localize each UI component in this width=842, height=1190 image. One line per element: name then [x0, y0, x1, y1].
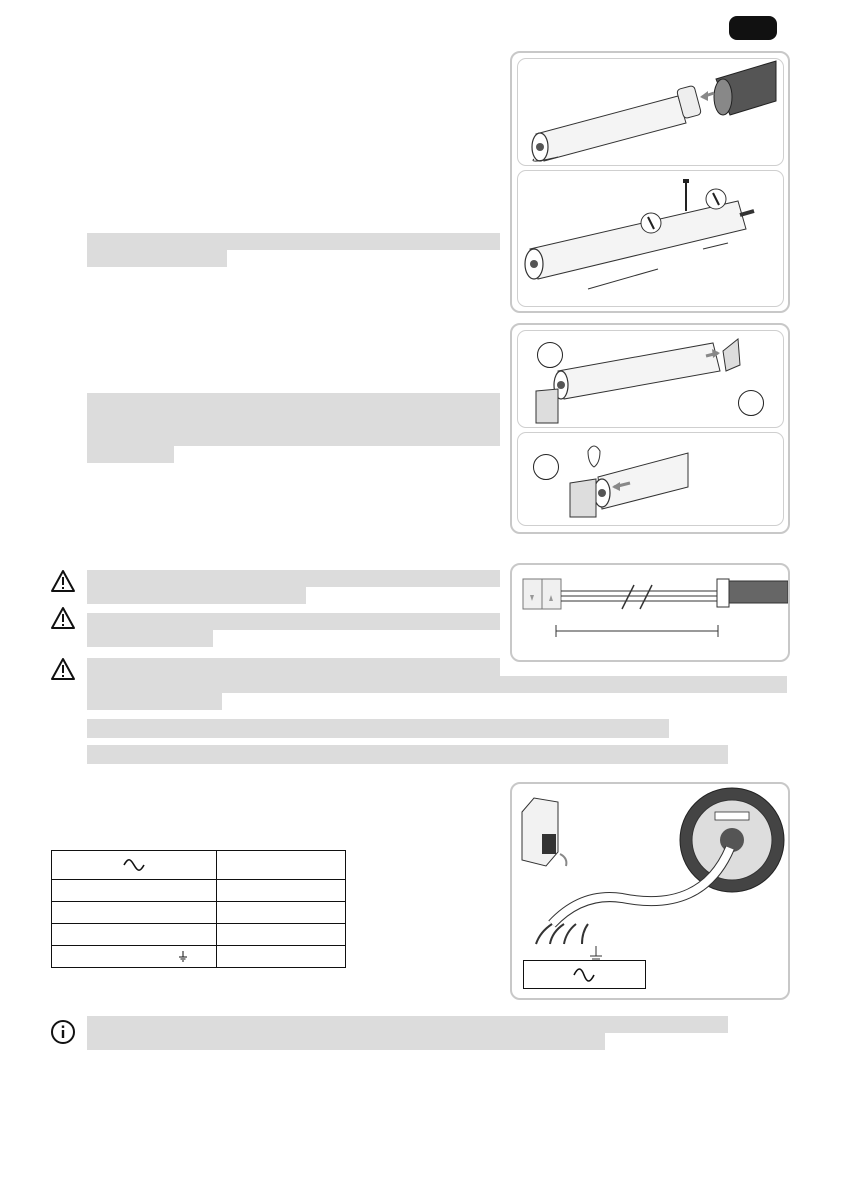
warning-triangle-icon: [50, 657, 76, 681]
warning-text-block: [87, 587, 306, 604]
warning-text-block: [87, 658, 500, 676]
ground-icon: [178, 951, 188, 963]
table-cell: [217, 880, 346, 902]
figure-panel-tube: [510, 51, 790, 313]
language-tab-badge: [729, 16, 777, 40]
figure-switch-cable-length: [510, 563, 790, 662]
ground-cell: [52, 946, 217, 968]
table-cell: [52, 902, 217, 924]
highlight-text-block: [87, 393, 500, 411]
table-header-cell: [217, 851, 346, 880]
callout-circle: [533, 454, 559, 480]
highlight-text-block: [87, 745, 728, 764]
info-circle-icon: [50, 1019, 76, 1045]
table-row: [52, 902, 346, 924]
sine-wave-icon: [524, 961, 645, 988]
figure-mains-wiring: [510, 782, 790, 1000]
table-header-row: [52, 851, 346, 880]
callout-circle: [738, 390, 764, 416]
highlight-text-block: [87, 411, 500, 429]
table-cell: [52, 924, 217, 946]
sine-wave-icon: [122, 858, 146, 872]
info-text-block: [87, 1033, 605, 1050]
table-cell: [52, 880, 217, 902]
table-row: [52, 880, 346, 902]
warning-text-block: [87, 630, 213, 647]
figure-motor-clip: [517, 432, 784, 526]
table-row: [52, 924, 346, 946]
warning-triangle-icon: [50, 606, 76, 630]
callout-circle: [537, 342, 563, 368]
warning-text-block: [87, 613, 500, 630]
warning-text-block: [87, 693, 222, 710]
figure-tube-fixing: [517, 170, 784, 307]
info-text-block: [87, 1016, 728, 1033]
wiring-table: [51, 850, 346, 968]
supply-cell: [52, 851, 217, 880]
highlight-text-block: [87, 233, 500, 250]
highlight-text-block: [87, 250, 227, 267]
table-cell: [217, 946, 346, 968]
warning-text-block: [87, 570, 500, 587]
warning-triangle-icon: [50, 569, 76, 593]
table-cell: [217, 924, 346, 946]
ac-supply-box: [523, 960, 646, 989]
highlight-text-block: [87, 446, 174, 463]
highlight-text-block: [87, 719, 669, 738]
figure-tube-insertion: [517, 58, 784, 166]
highlight-text-block: [87, 429, 500, 446]
table-row: [52, 946, 346, 968]
table-cell: [217, 902, 346, 924]
warning-text-block: [87, 676, 787, 693]
